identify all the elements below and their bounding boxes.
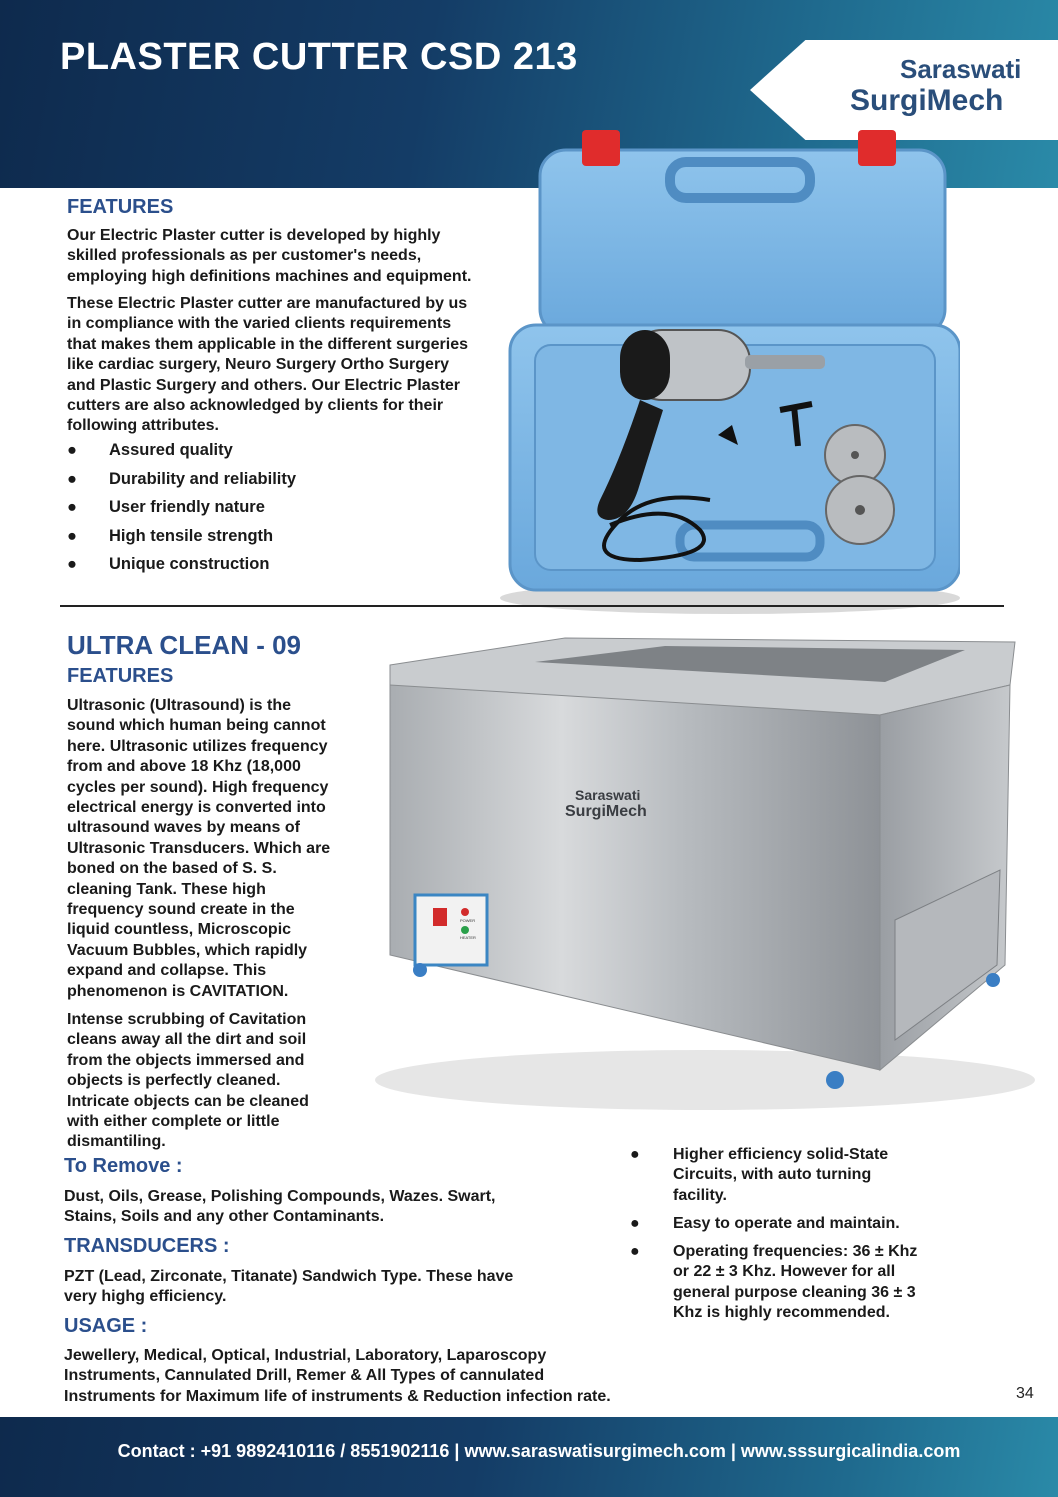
footer-banner — [0, 1417, 1058, 1497]
features-bullet-list — [67, 441, 467, 584]
text-line: Instruments, Cannulated Drill, Remer & All Types of cannulated — [64, 1367, 545, 1385]
page-title: PLASTER CUTTER CSD 213 — [60, 36, 578, 78]
text-line: Khz is highly recommended. — [673, 1304, 890, 1322]
text-line: Stains, Soils and any other Contaminants. — [64, 1208, 385, 1226]
text-line: like cardiac surgery, Neuro Surgery Ortho Surgery — [67, 356, 450, 374]
text-line: employing high definitions machines and equipment. — [67, 267, 472, 285]
logo-line-1: Saraswati — [900, 54, 1022, 84]
text-line: cleans away all the dirt and soil — [67, 1031, 307, 1049]
page-number: 34 — [1016, 1385, 1034, 1402]
tank-logo-line-1: Saraswati — [575, 787, 641, 803]
text-line: from the objects immersed and — [67, 1051, 305, 1069]
text-line: general purpose cleaning 36 ± 3 — [673, 1283, 916, 1301]
text-line: Our Electric Plaster cutter is developed by highly — [67, 227, 441, 244]
transducers-heading: TRANSDUCERS : — [64, 1235, 230, 1257]
text-line: from and above 18 Khz (18,000 — [67, 758, 301, 776]
logo-line-2: SurgiMech — [850, 84, 1004, 117]
text-line: Ultrasonic (Ultrasound) is the — [67, 697, 292, 714]
list-item: ● High tensile strength — [67, 526, 274, 545]
text-line: or 22 ± 3 Khz. However for all — [673, 1263, 896, 1281]
ultra-clean-bullet-list — [630, 1145, 970, 1327]
features-paragraph-2 — [67, 294, 468, 437]
transducers-text — [64, 1267, 513, 1308]
text-line: ultrasound waves by means of — [67, 819, 300, 837]
usage-heading: USAGE : — [64, 1315, 148, 1337]
text-line: boned on the based of S. S. — [67, 860, 277, 878]
text-line: Intricate objects can be cleaned — [67, 1092, 309, 1110]
text-line: Higher efficiency solid-State — [673, 1146, 889, 1163]
plaster-cutter-case-image — [490, 120, 960, 620]
list-item: ● Operating frequencies: 36 ± Khz or 22 ± 3 Khz. However for all general purpose cleaning 36 ± 3 Khz is highly recommended. — [630, 1242, 970, 1327]
text-line: here. Ultrasonic utilizes frequency — [67, 737, 328, 755]
heater-label: HEATER — [460, 935, 476, 940]
tank-logo-line-2: SurgiMech — [565, 803, 647, 820]
text-line: Intense scrubbing of Cavitation — [67, 1011, 307, 1028]
list-item: ● Unique construction — [67, 555, 270, 574]
text-line: Dust, Oils, Grease, Polishing Compounds, Wazes. Swart, — [64, 1188, 496, 1205]
list-item: ● Higher efficiency solid-State Circuits, with auto turning facility. — [630, 1145, 970, 1214]
features-paragraph-1 — [67, 226, 471, 287]
text-line: cutters are also acknowledged by clients for their — [67, 397, 444, 415]
list-item: ● User friendly nature — [67, 498, 265, 517]
features-heading: FEATURES — [67, 196, 174, 218]
ultra-clean-features-heading: FEATURES — [67, 665, 174, 687]
text-line: skilled professionals as per customer's needs, — [67, 247, 422, 265]
ultrasonic-cleaner-image — [365, 620, 1055, 1120]
text-line: expand and collapse. This — [67, 962, 267, 980]
text-line: Operating frequencies: 36 ± Khz — [673, 1243, 918, 1260]
text-line: liquid countless, Microscopic — [67, 921, 292, 939]
text-line: cycles per sound). High frequency — [67, 778, 329, 796]
text-line: These Electric Plaster cutter are manufactured by us — [67, 295, 468, 312]
footer-contact: Contact : +91 9892410116 / 8551902116 | www.saraswatisurgimech.com | www.sssurgicalindia.com — [117, 1441, 961, 1461]
text-line: cleaning Tank. These high — [67, 880, 266, 898]
to-remove-text — [64, 1187, 496, 1228]
text-line: in compliance with the varied clients requirements — [67, 315, 452, 333]
text-line: Ultrasonic Transducers. Which are — [67, 839, 331, 857]
text-line: sound which human being cannot — [67, 717, 326, 735]
text-line: facility. — [673, 1186, 727, 1204]
list-item: ● Assured quality — [67, 441, 233, 459]
to-remove-heading: To Remove : — [64, 1155, 183, 1177]
list-item: ● Easy to operate and maintain. — [630, 1214, 970, 1242]
text-line: that makes them applicable in the different surgeries — [67, 335, 468, 353]
text-line: very highg efficiency. — [64, 1288, 227, 1306]
text-line: Easy to operate and maintain. — [673, 1215, 900, 1232]
power-label: POWER — [460, 918, 476, 923]
list-item: ● Durability and reliability — [67, 469, 297, 488]
text-line: Jewellery, Medical, Optical, Industrial, Laboratory, Laparoscopy — [64, 1347, 547, 1364]
text-line: and Plastic Surgery and others. Our Electric Plaster — [67, 376, 461, 394]
text-line: following attributes. — [67, 417, 219, 435]
section-divider — [60, 605, 1004, 607]
ultra-clean-paragraph-1 — [67, 696, 330, 1002]
text-line: Vacuum Bubbles, which rapidly — [67, 941, 308, 959]
ultra-clean-paragraph-2 — [67, 1010, 309, 1153]
usage-text — [64, 1346, 611, 1407]
text-line: phenomenon is CAVITATION. — [67, 982, 289, 1000]
text-line: Instruments for Maximum life of instruments & Reduction infection rate. — [64, 1387, 611, 1405]
text-line: objects is perfectly cleaned. — [67, 1072, 281, 1090]
text-line: PZT (Lead, Zirconate, Titanate) Sandwich Type. These have — [64, 1268, 514, 1285]
text-line: dismantiling. — [67, 1133, 166, 1151]
text-line: frequency sound create in the — [67, 901, 295, 919]
ultra-clean-title: ULTRA CLEAN - 09 — [67, 630, 301, 660]
text-line: electrical energy is converted into — [67, 799, 326, 817]
text-line: Circuits, with auto turning — [673, 1166, 872, 1184]
text-line: with either complete or little — [67, 1113, 280, 1131]
